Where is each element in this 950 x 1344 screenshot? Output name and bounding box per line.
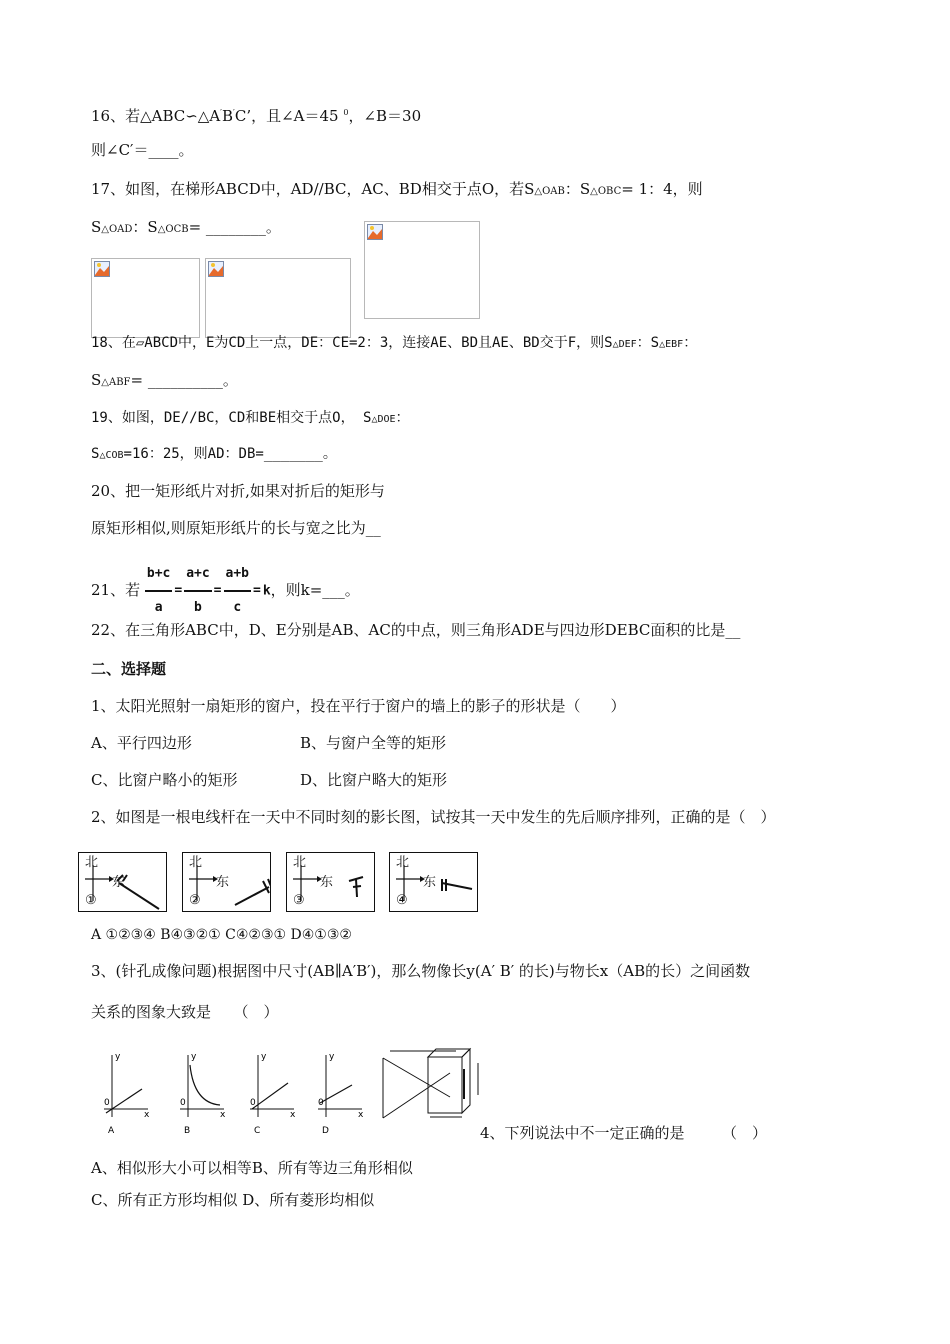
graph-option-B <box>180 1052 226 1136</box>
q20-line1: 20、把一矩形纸片对折,如果对折后的矩形与 <box>91 482 385 500</box>
y-axis-label: y <box>329 1052 335 1062</box>
broken-image-icon <box>94 261 110 277</box>
c4-options-cd: C、所有正方形均相似 D、所有菱形均相似 <box>91 1191 375 1209</box>
graph-option-label: C <box>254 1126 261 1136</box>
pinhole-diagram <box>383 1049 478 1118</box>
c3-question-line2: 关系的图象大致是 （ ） <box>91 1003 279 1021</box>
graph-option-label: B <box>184 1126 191 1136</box>
y-axis-label: y <box>115 1052 121 1062</box>
graph-option-label: D <box>322 1126 329 1136</box>
q17-line1: 17、如图，在梯形ABCD中，AD//BC，AC、BD相交于点O，若S△OAB：S△OBC= 1：4，则 <box>91 180 703 198</box>
east-label: 东 <box>423 875 437 890</box>
shadow-diagram-2 <box>182 852 271 912</box>
origin-label: 0 <box>104 1098 110 1108</box>
q19-line2: S△COB=16：25，则AD：DB=_______。 <box>91 446 337 462</box>
q21-line: 21、若 $\frac{b+c}{a}$ = $\frac{a+c}{b}$ = $\frac{a+b}{c}$ = k，则k=___。 <box>91 558 360 624</box>
diagram-number-label: ① <box>85 893 97 908</box>
diagram-number-label: ② <box>189 893 201 908</box>
x-axis-label: x <box>144 1110 150 1120</box>
graph-option-A <box>104 1052 150 1136</box>
origin-label: 0 <box>250 1098 256 1108</box>
diagram-number-label: ③ <box>293 893 305 908</box>
c2-options: A ①②③④ B④③②① C④②③① D④①③② <box>91 927 352 943</box>
east-label: 东 <box>320 875 334 890</box>
north-label: 北 <box>85 855 99 870</box>
q16-line2: 则∠C′＝____。 <box>91 141 194 159</box>
c3-question: 3、(针孔成像问题)根据图中尺寸(AB∥A′B′)，那么物像长y(A′ B′ 的长)与物长x（AB的长）之间函数 <box>91 962 751 980</box>
shadow-diagram-1 <box>78 852 167 912</box>
y-axis-label: y <box>191 1052 197 1062</box>
c1-option-c: C、比窗户略小的矩形 <box>91 771 238 789</box>
x-axis-label: x <box>358 1110 364 1120</box>
q20-line2: 原矩形相似,则原矩形纸片的长与宽之比为__ <box>91 519 381 537</box>
origin-label: 0 <box>180 1098 186 1108</box>
c4-options-ab: A、相似形大小可以相等B、所有等边三角形相似 <box>91 1159 413 1177</box>
shadow-diagram-3 <box>286 852 375 912</box>
c2-question: 2、如图是一根电线杆在一天中不同时刻的影长图，试按其一天中发生的先后顺序排列，正确的是（ ） <box>91 808 776 826</box>
section-heading: 二、选择题 <box>91 660 167 678</box>
origin-label: 0 <box>318 1098 324 1108</box>
y-axis-label: y <box>261 1052 267 1062</box>
q18-line1: 18、在▱ABCD中，E为CD上一点，DE：CE=2：3，连接AE、BD且AE、BD交于F，则S△DEF：S△EBF： <box>91 335 698 351</box>
figure-placeholder <box>205 258 351 338</box>
c1-question: 1、太阳光照射一扇矩形的窗户，投在平行于窗户的墙上的影子的形状是（ ） <box>91 697 626 715</box>
graph-option-C <box>250 1052 296 1136</box>
q17-line2: S△OAD：S△OCB= ________。 <box>91 218 281 236</box>
north-label: 北 <box>293 855 307 870</box>
c1-option-a: A、平行四边形 <box>91 734 192 752</box>
q16-line1: 16、若△ABC∽△A′B′C’，且∠A＝45 $^0$，∠B＝30 <box>91 107 422 125</box>
c1-option-d: D、比窗户略大的矩形 <box>300 771 448 789</box>
graph-options-figure <box>90 1045 490 1140</box>
graph-option-label: A <box>108 1126 115 1136</box>
shadow-diagram-4 <box>389 852 478 912</box>
east-label: 东 <box>112 875 126 890</box>
north-label: 北 <box>396 855 410 870</box>
q22-line: 22、在三角形ABC中，D、E分别是AB、AC的中点，则三角形ADE与四边形DEBC面积的比是__ <box>91 621 741 639</box>
equation-image: $\frac{b+c}{a}$ = $\frac{a+c}{b}$ = $\frac{a+b}{c}$ = k <box>145 558 271 624</box>
broken-image-icon <box>367 224 383 240</box>
q19-line1: 19、如图，DE//BC，CD和BE相交于点O， S△DOE： <box>91 410 410 426</box>
c1-option-b: B、与窗户全等的矩形 <box>300 734 447 752</box>
c4-question: 4、下列说法中不一定正确的是 （ ） <box>480 1124 768 1142</box>
east-label: 东 <box>216 875 230 890</box>
q18-line2: S△ABF= __________。 <box>91 371 238 389</box>
diagram-number-label: ④ <box>396 893 408 908</box>
broken-image-icon <box>208 261 224 277</box>
x-axis-label: x <box>220 1110 226 1120</box>
figure-placeholder <box>364 221 480 319</box>
north-label: 北 <box>189 855 203 870</box>
figure-placeholder <box>91 258 200 338</box>
x-axis-label: x <box>290 1110 296 1120</box>
graph-option-D <box>318 1052 364 1136</box>
